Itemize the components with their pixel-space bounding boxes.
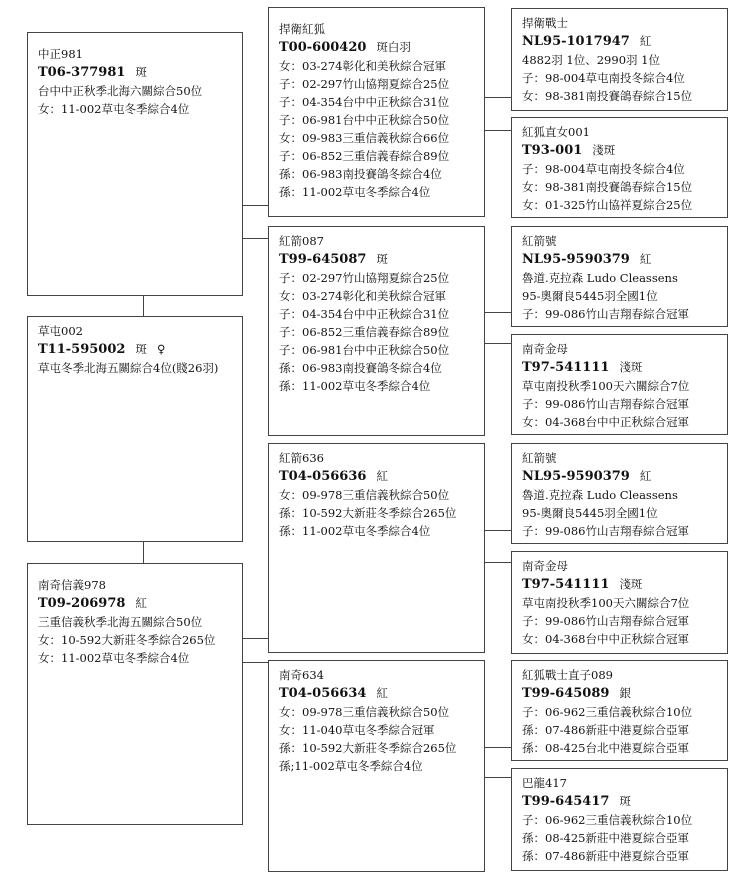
bird-name: 紅狐戰士直子089 (522, 668, 613, 682)
color: 銀 (619, 686, 631, 700)
record-line: 女：11-040草屯冬季綜合冠軍 (279, 723, 435, 737)
record-line: 魯道.克拉森 Ludo Cleassens (522, 271, 678, 285)
connector-line (484, 777, 512, 778)
pedigree-box-grandsire-2[interactable] (268, 226, 485, 436)
record-line: 4882羽 1位、2990羽 1位 (522, 53, 660, 67)
record-line: 孫;11-002草屯冬季綜合4位 (279, 759, 423, 773)
bird-name: 南奇634 (279, 668, 324, 682)
color: 紅 (639, 34, 652, 48)
record-line: 子：04-354台中中正秋綜合31位 (279, 307, 450, 321)
pedigree-box-granddam-2[interactable] (268, 660, 485, 872)
ring-number: T99-645089 (522, 686, 610, 701)
ring-number: T93-001 (522, 143, 583, 158)
connector-line (242, 662, 269, 663)
record-line: 孫：10-592大新莊冬季綜合265位 (279, 741, 457, 755)
connector-line (484, 530, 512, 531)
record-line: 孫：07-486新莊中港夏綜合亞軍 (522, 723, 689, 737)
ring-number: T04-056634 (279, 686, 367, 701)
pedigree-box-great-5[interactable] (511, 443, 728, 544)
record-line: 子：99-086竹山吉翔春綜合冠軍 (522, 614, 689, 628)
bird-name: 紅箭087 (279, 234, 324, 248)
color: 紅 (376, 686, 388, 700)
pedigree-box-great-1[interactable] (511, 8, 728, 111)
ring-number: T04-056636 (279, 469, 367, 484)
color: 淺斑 (619, 360, 643, 374)
ring-number: T97-541111 (522, 360, 610, 375)
color: 紅 (135, 596, 147, 610)
bird-name: 紅狐直女001 (522, 125, 590, 139)
record-line: 95-奧爾良5445羽全國1位 (522, 506, 658, 520)
color: 紅 (376, 469, 388, 483)
record-line: 女：98-381南投賽鴿春綜合15位 (522, 89, 693, 103)
bird-name: 紅箭636 (279, 451, 324, 465)
record-line: 子：06-981台中中正秋綜合50位 (279, 343, 450, 357)
pedigree-box-subject[interactable] (27, 316, 243, 542)
ring-number: T11-595002 (38, 342, 126, 357)
pedigree-box-great-7[interactable] (511, 660, 728, 761)
pedigree-box-great-6[interactable] (511, 551, 728, 654)
bird-name: 紅箭號 (522, 234, 557, 248)
record-line: 魯道.克拉森 Ludo Cleassens (522, 488, 678, 502)
pedigree-box-sire[interactable] (27, 32, 243, 296)
record-line: 草屯冬季北海五關綜合4位(賤26羽) (38, 361, 219, 375)
pedigree-box-grandsire-1[interactable] (268, 7, 485, 217)
record-line: 女：09-978三重信義秋綜合50位 (279, 488, 450, 502)
color: 淺斑 (592, 143, 616, 157)
record-line: 三重信義秋季北海五關綜合50位 (38, 615, 203, 629)
connector-line (242, 238, 269, 239)
record-line: 子：02-297竹山協翔夏綜合25位 (279, 271, 450, 285)
connector-line (484, 343, 512, 344)
record-line: 子：06-852三重信義春綜合89位 (279, 149, 450, 163)
ring-number: T00-600420 (279, 40, 367, 55)
bird-name: 南奇金母 (522, 342, 568, 356)
ring-number: T97-541111 (522, 577, 610, 592)
record-line: 台中中正秋季北海六關綜合50位 (38, 84, 203, 98)
record-line: 子：06-852三重信義春綜合89位 (279, 325, 450, 339)
color: 斑 (619, 794, 631, 808)
record-line: 子：98-004草屯南投冬綜合4位 (522, 162, 685, 176)
connector-line (484, 130, 512, 131)
bird-name: 捍衛紅狐 (279, 22, 325, 36)
connector-line (143, 295, 144, 317)
record-line: 草屯南投秋季100天六關綜合7位 (522, 596, 690, 610)
record-line: 孫：07-486新莊中港夏綜合亞軍 (522, 849, 689, 863)
color: 斑 (376, 252, 388, 266)
bird-name: 捍衛戰士 (522, 16, 568, 30)
color: 紅 (639, 252, 652, 266)
ring-number: T99-645417 (522, 794, 610, 809)
pedigree-box-dam[interactable] (27, 563, 243, 825)
bird-name: 南奇信義978 (38, 578, 106, 592)
record-line: 孫：08-425台北中港夏綜合亞軍 (522, 741, 689, 755)
record-line: 子：99-086竹山吉翔春綜合冠軍 (522, 397, 689, 411)
record-line: 女：03-274彰化和美秋綜合冠軍 (279, 289, 446, 303)
sex-symbol: ♀ (156, 342, 166, 356)
ring-number: NL95-9590379 (522, 469, 630, 484)
record-line: 女：03-274彰化和美秋綜合冠軍 (279, 59, 446, 73)
record-line: 女：10-592大新莊冬季綜合265位 (38, 633, 216, 647)
record-line: 女：09-978三重信義秋綜合50位 (279, 705, 450, 719)
connector-line (484, 747, 512, 748)
record-line: 孫：11-002草屯冬季綜合4位 (279, 185, 431, 199)
record-line: 子：99-086竹山吉翔春綜合冠軍 (522, 307, 689, 321)
record-line: 子：06-962三重信義秋綜合10位 (522, 705, 693, 719)
record-line: 女：04-368台中中正秋綜合冠軍 (522, 632, 689, 646)
record-line: 孫：08-425新莊中港夏綜合亞軍 (522, 831, 689, 845)
ring-number: T09-206978 (38, 596, 126, 611)
connector-line (242, 205, 269, 206)
record-line: 女：01-325竹山協祥夏綜合25位 (522, 198, 693, 212)
connector-line (143, 541, 144, 564)
bird-name: 草屯002 (38, 324, 83, 338)
record-line: 孫：11-002草屯冬季綜合4位 (279, 524, 431, 538)
color: 斑 (135, 65, 147, 79)
record-line: 孫：11-002草屯冬季綜合4位 (279, 379, 431, 393)
record-line: 女：04-368台中中正秋綜合冠軍 (522, 415, 689, 429)
ring-number: T06-377981 (38, 65, 126, 80)
record-line: 子：06-981台中中正秋綜合50位 (279, 113, 450, 127)
record-line: 子：04-354台中中正秋綜合31位 (279, 95, 450, 109)
color: 斑 (135, 342, 147, 356)
ring-number: NL95-9590379 (522, 252, 630, 267)
bird-name: 巴龍417 (522, 776, 567, 790)
ring-number: T99-645087 (279, 252, 367, 267)
record-line: 女：11-002草屯冬季綜合4位 (38, 102, 190, 116)
connector-line (242, 638, 269, 639)
bird-name: 南奇金母 (522, 559, 568, 573)
record-line: 子：02-297竹山協翔夏綜合25位 (279, 77, 450, 91)
pedigree-box-great-4[interactable] (511, 334, 728, 435)
connector-line (484, 97, 512, 98)
record-line: 孫：06-983南投賽鴿冬綜合4位 (279, 361, 442, 375)
record-line: 女：98-381南投賽鴿春綜合15位 (522, 180, 693, 194)
connector-line (484, 312, 512, 313)
record-line: 子：06-962三重信義秋綜合10位 (522, 813, 693, 827)
pedigree-box-granddam-1[interactable] (268, 443, 485, 653)
ring-number: NL95-1017947 (522, 34, 630, 49)
bird-name: 紅箭號 (522, 451, 557, 465)
record-line: 95-奧爾良5445羽全國1位 (522, 289, 658, 303)
record-line: 草屯南投秋季100天六關綜合7位 (522, 379, 690, 393)
record-line: 孫：10-592大新莊冬季綜合265位 (279, 506, 457, 520)
record-line: 女：09-983三重信義秋綜合66位 (279, 131, 450, 145)
record-line: 女：11-002草屯冬季綜合4位 (38, 651, 190, 665)
pedigree-box-great-8[interactable] (511, 768, 728, 871)
pedigree-box-great-3[interactable] (511, 226, 728, 327)
record-line: 孫：06-983南投賽鴿冬綜合4位 (279, 167, 442, 181)
color: 紅 (639, 469, 652, 483)
connector-line (484, 562, 512, 563)
record-line: 子：98-004草屯南投冬綜合4位 (522, 71, 685, 85)
color: 淺斑 (619, 577, 643, 591)
pedigree-box-great-2[interactable] (511, 117, 728, 218)
record-line: 子：99-086竹山吉翔春綜合冠軍 (522, 524, 689, 538)
color: 斑白羽 (376, 40, 411, 54)
bird-name: 中正981 (38, 47, 83, 61)
